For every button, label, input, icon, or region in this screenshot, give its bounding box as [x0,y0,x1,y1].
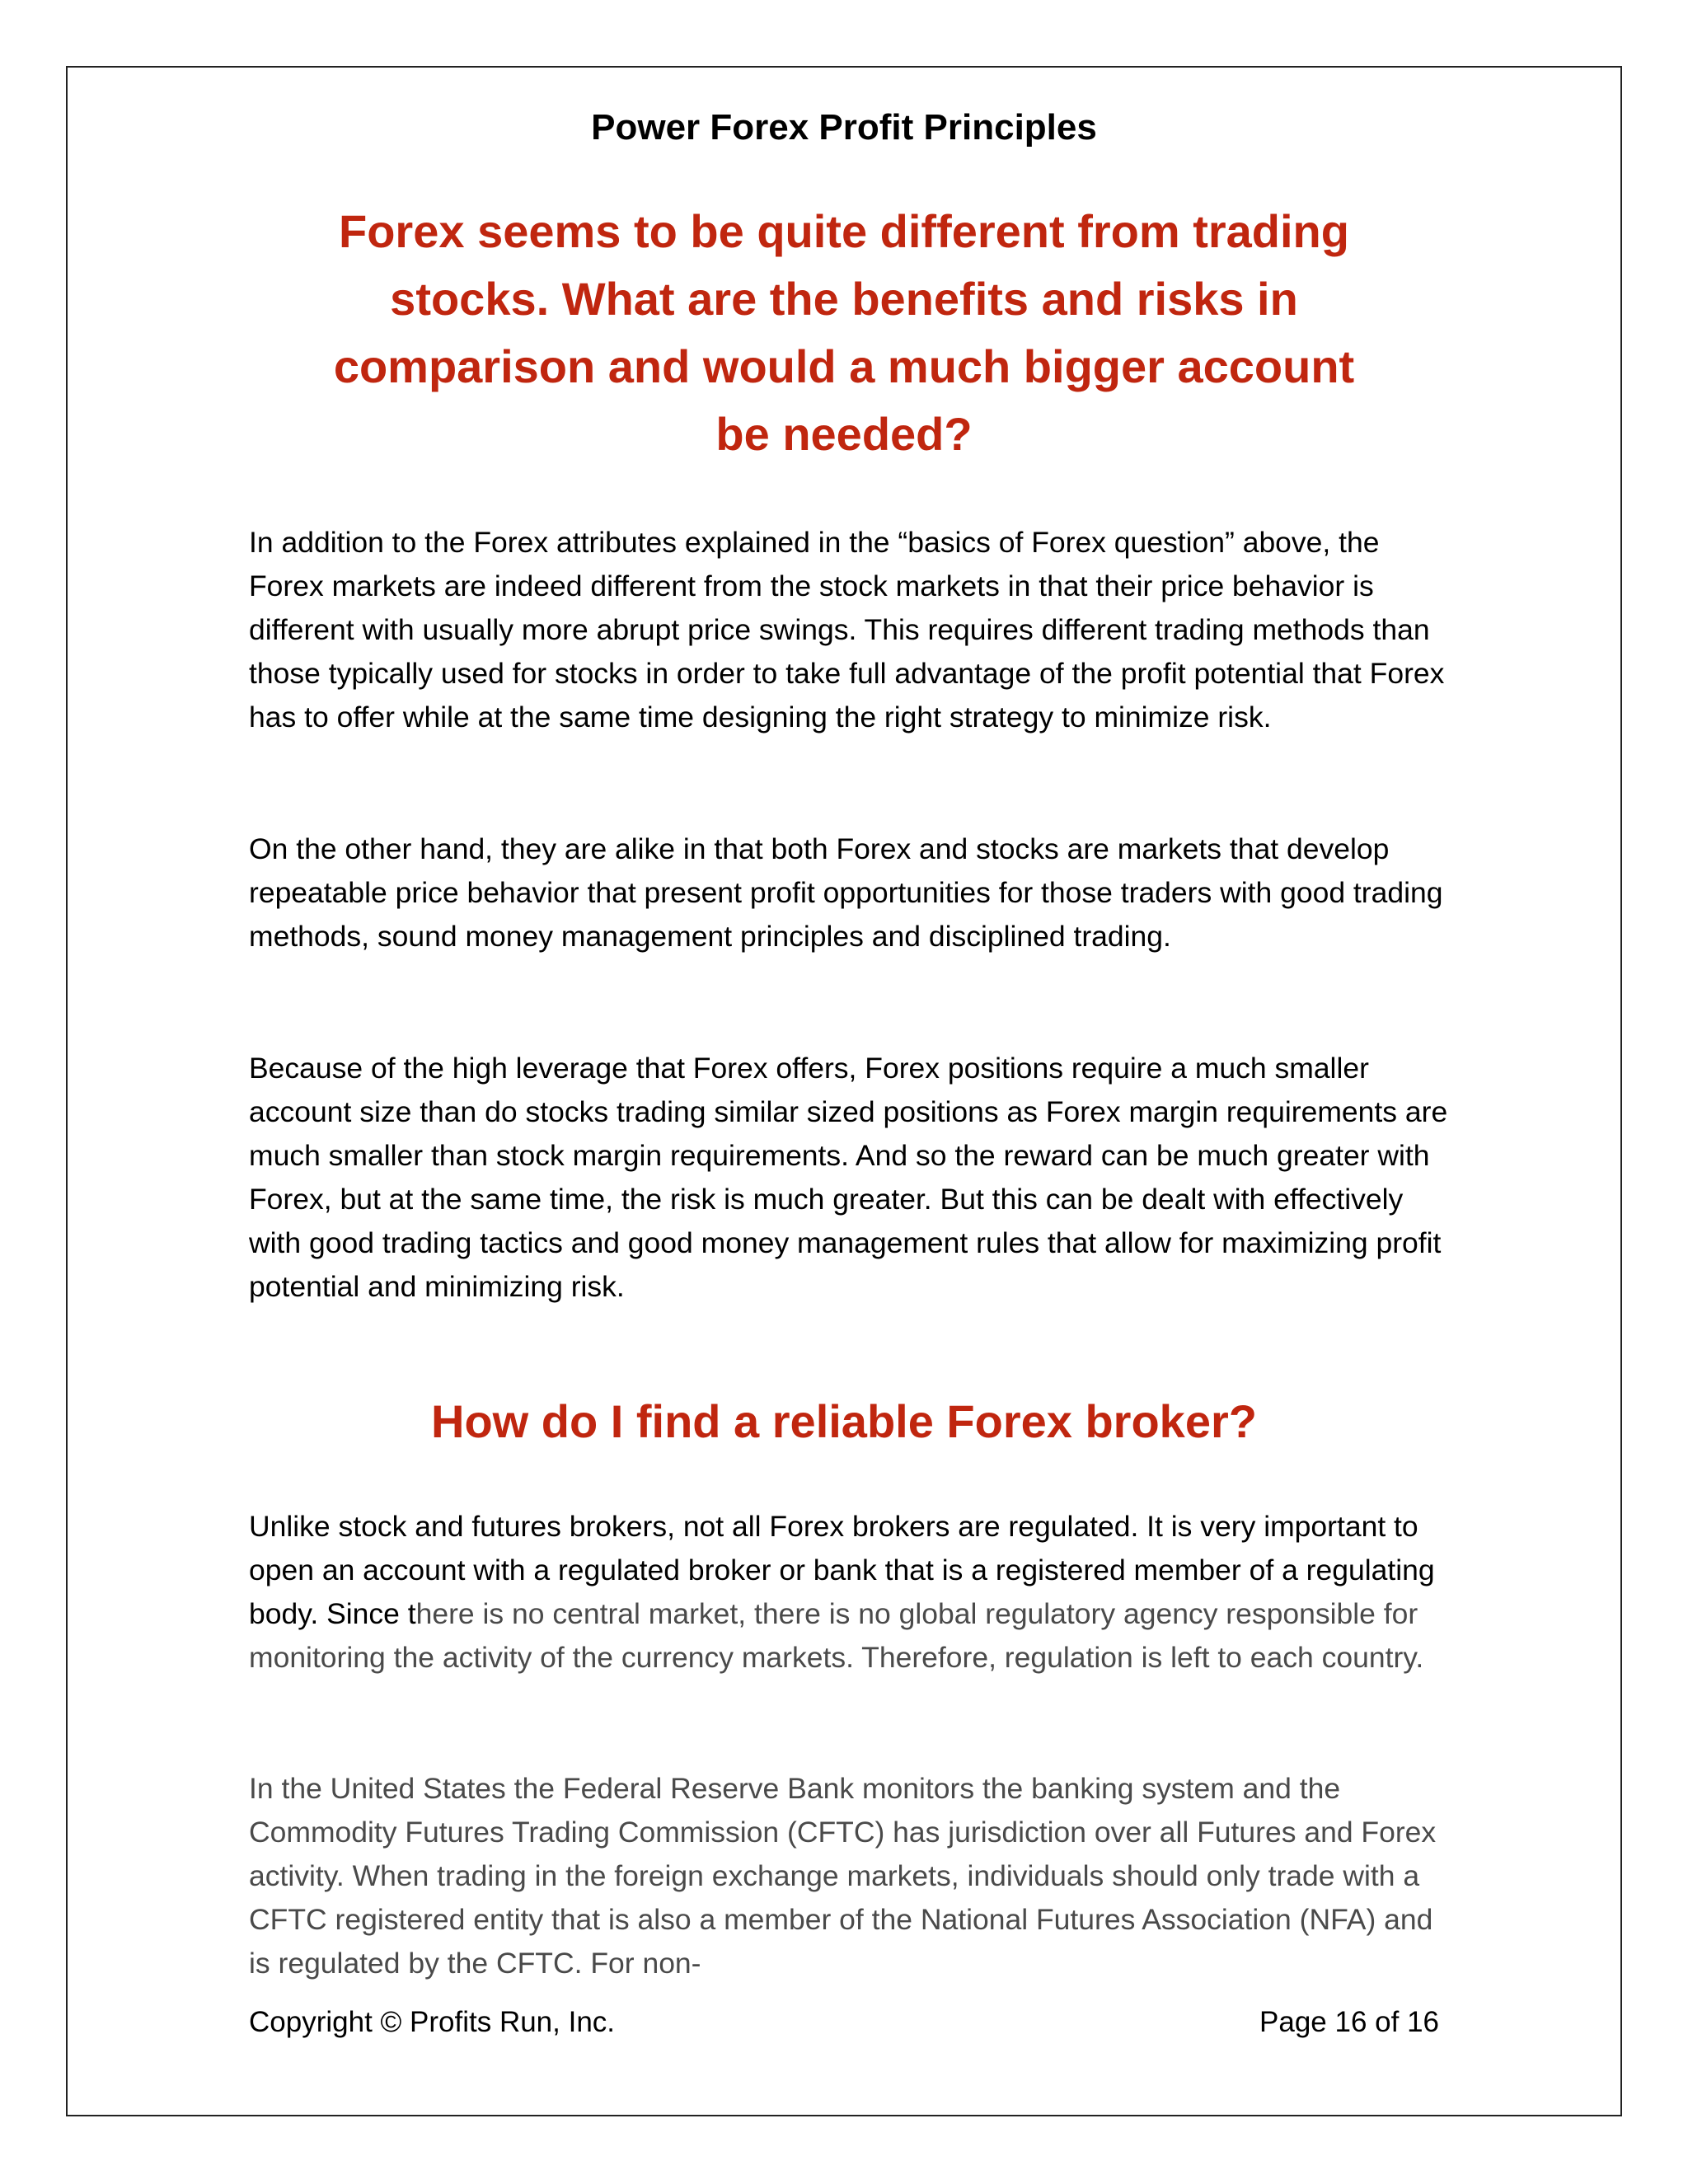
section-heading-find-broker: How do I find a reliable Forex broker? [431,1395,1257,1447]
paragraph-forex-similarities: On the other hand, they are alike in that both Forex and stocks are markets that develop repeatable price behavior that present profit opportunities for those traders with good trading methods, sound money management principles and disciplined trading. [249,832,1443,953]
paragraph-us-regulation: In the United States the Federal Reserve Bank monitors the banking system and the Commodity Futures Trading Commission (CFTC) has jurisdiction over all Futures and Forex activity. When trading in the foreign exchange markets, individuals should only trade with a CFTC registered entity that is also a member of the National Futures Association (NFA) and is regulated by the CFTC. For non- [249,1772,1437,1980]
footer-page-number: Page 16 of 16 [1259,2006,1439,2038]
section-heading-forex-vs-stocks: Forex seems to be quite different from trading stocks. What are the benefits and risks in comparison and would a much bigger account be needed? [333,205,1355,460]
paragraph-broker-regulation [249,1505,1452,1680]
footer-copyright: Copyright © Profits Run, Inc. [249,2006,616,2038]
paragraph-forex-differences: In addition to the Forex attributes explained in the “basics of Forex question” above, the Forex markets are indeed different from the stock markets in that their price behavior is different with usually more abrupt price swings. This requires different trading methods than those typically used for stocks in order to take full advantage of the profit potential that Forex has to offer while at the same time designing the right strategy to minimize risk. [249,526,1445,733]
paragraph-forex-leverage: Because of the high leverage that Forex offers, Forex positions require a much smaller account size than do stocks trading similar sized positions as Forex margin requirements are much smaller than stock margin requirements. And so the reward can be much greater with Forex, but at the same time, the risk is much greater. But this can be dealt with effectively with good trading tactics and good money management rules that allow for maximizing profit potential and minimizing risk. [249,1052,1448,1303]
document-header-title: Power Forex Profit Principles [591,107,1097,148]
paragraph-broker-regulation-part2: here is no central market, there is no global regulatory agency responsible for monitoring the activity of the currency markets. Therefore, regulation is left to each country. [249,1597,1424,1674]
paragraph-broker-regulation-part1: Unlike stock and futures brokers, not all Forex brokers are regulated. It is very important to open an account with a regulated broker or bank that is a registered member of a regulating body. Since t [249,1510,1435,1630]
